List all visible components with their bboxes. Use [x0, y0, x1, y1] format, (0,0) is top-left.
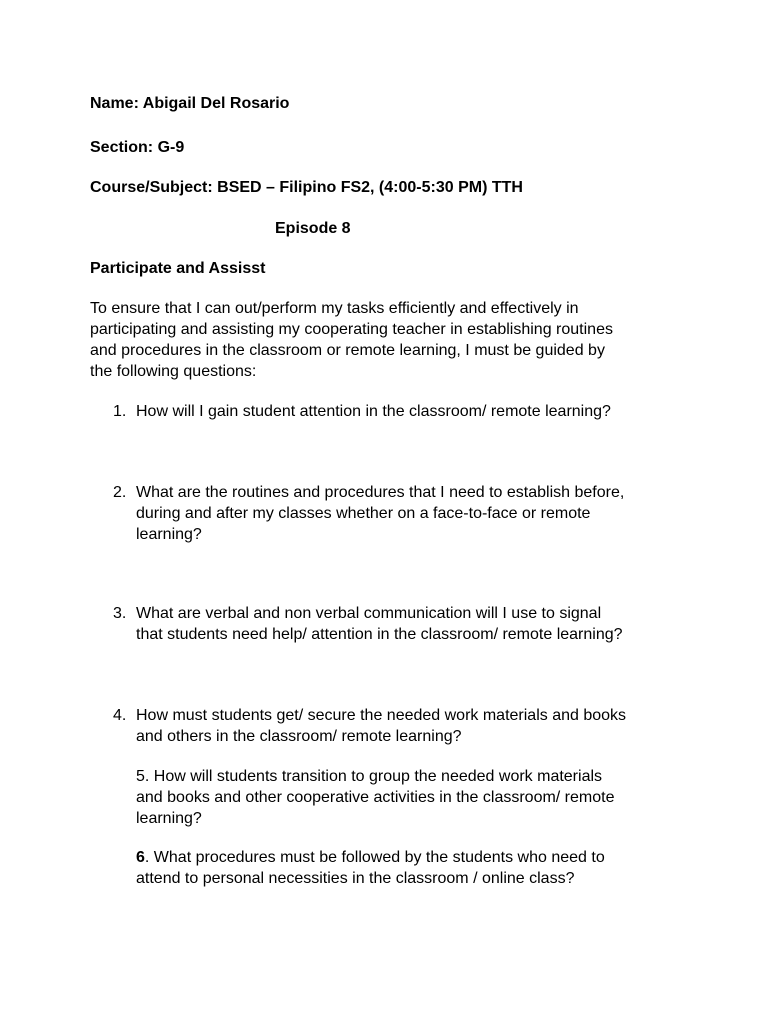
question-line: attend to personal necessities in the classroom / online class? — [136, 870, 575, 887]
intro-line: the following questions: — [90, 363, 257, 380]
question-line: How must students get/ secure the needed work materials and books — [136, 707, 627, 724]
question-5 — [136, 766, 696, 829]
section-label: Section: G-9 — [90, 139, 185, 156]
question-line: and books and other cooperative activities in the classroom/ remote — [136, 789, 615, 806]
question-number: 2. — [113, 484, 127, 501]
activity-title: Participate and Assisst — [90, 260, 266, 277]
intro-paragraph — [90, 298, 690, 382]
question-number: 3. — [113, 605, 127, 622]
question-line: How will I gain student attention in the classroom/ remote learning? — [136, 403, 611, 420]
question-number: 4. — [113, 707, 127, 724]
question-line: What are the routines and procedures that I need to establish before, — [136, 484, 625, 501]
episode-title: Episode 8 — [275, 220, 351, 237]
question-line: and others in the classroom/ remote learning? — [136, 728, 462, 745]
question-3 — [136, 603, 696, 645]
question-line: that students need help/ attention in the classroom/ remote learning? — [136, 626, 623, 643]
course-subject: Course/Subject: BSED – Filipino FS2, (4:00-5:30 PM) TTH — [90, 179, 523, 196]
question-6-number: 6 — [136, 849, 145, 866]
question-line: during and after my classes whether on a face-to-face or remote — [136, 505, 591, 522]
question-2 — [136, 482, 696, 545]
question-6-text: . What procedures must be followed by the students who need to — [144, 849, 605, 866]
student-name: Name: Abigail Del Rosario — [90, 95, 290, 112]
question-line: What are verbal and non verbal communication will I use to signal — [136, 605, 602, 622]
question-line — [136, 847, 696, 868]
question-number: 1. — [113, 403, 127, 420]
question-4 — [136, 705, 696, 747]
question-line: 5. How will students transition to group the needed work materials — [136, 768, 603, 785]
question-1 — [136, 401, 696, 422]
intro-line: To ensure that I can out/perform my tasks efficiently and effectively in — [90, 300, 579, 317]
intro-line: and procedures in the classroom or remote learning, I must be guided by — [90, 342, 605, 359]
question-line: learning? — [136, 526, 202, 543]
intro-line: participating and assisting my cooperating teacher in establishing routines — [90, 321, 613, 338]
question-line: learning? — [136, 810, 202, 827]
question-6 — [136, 847, 696, 889]
